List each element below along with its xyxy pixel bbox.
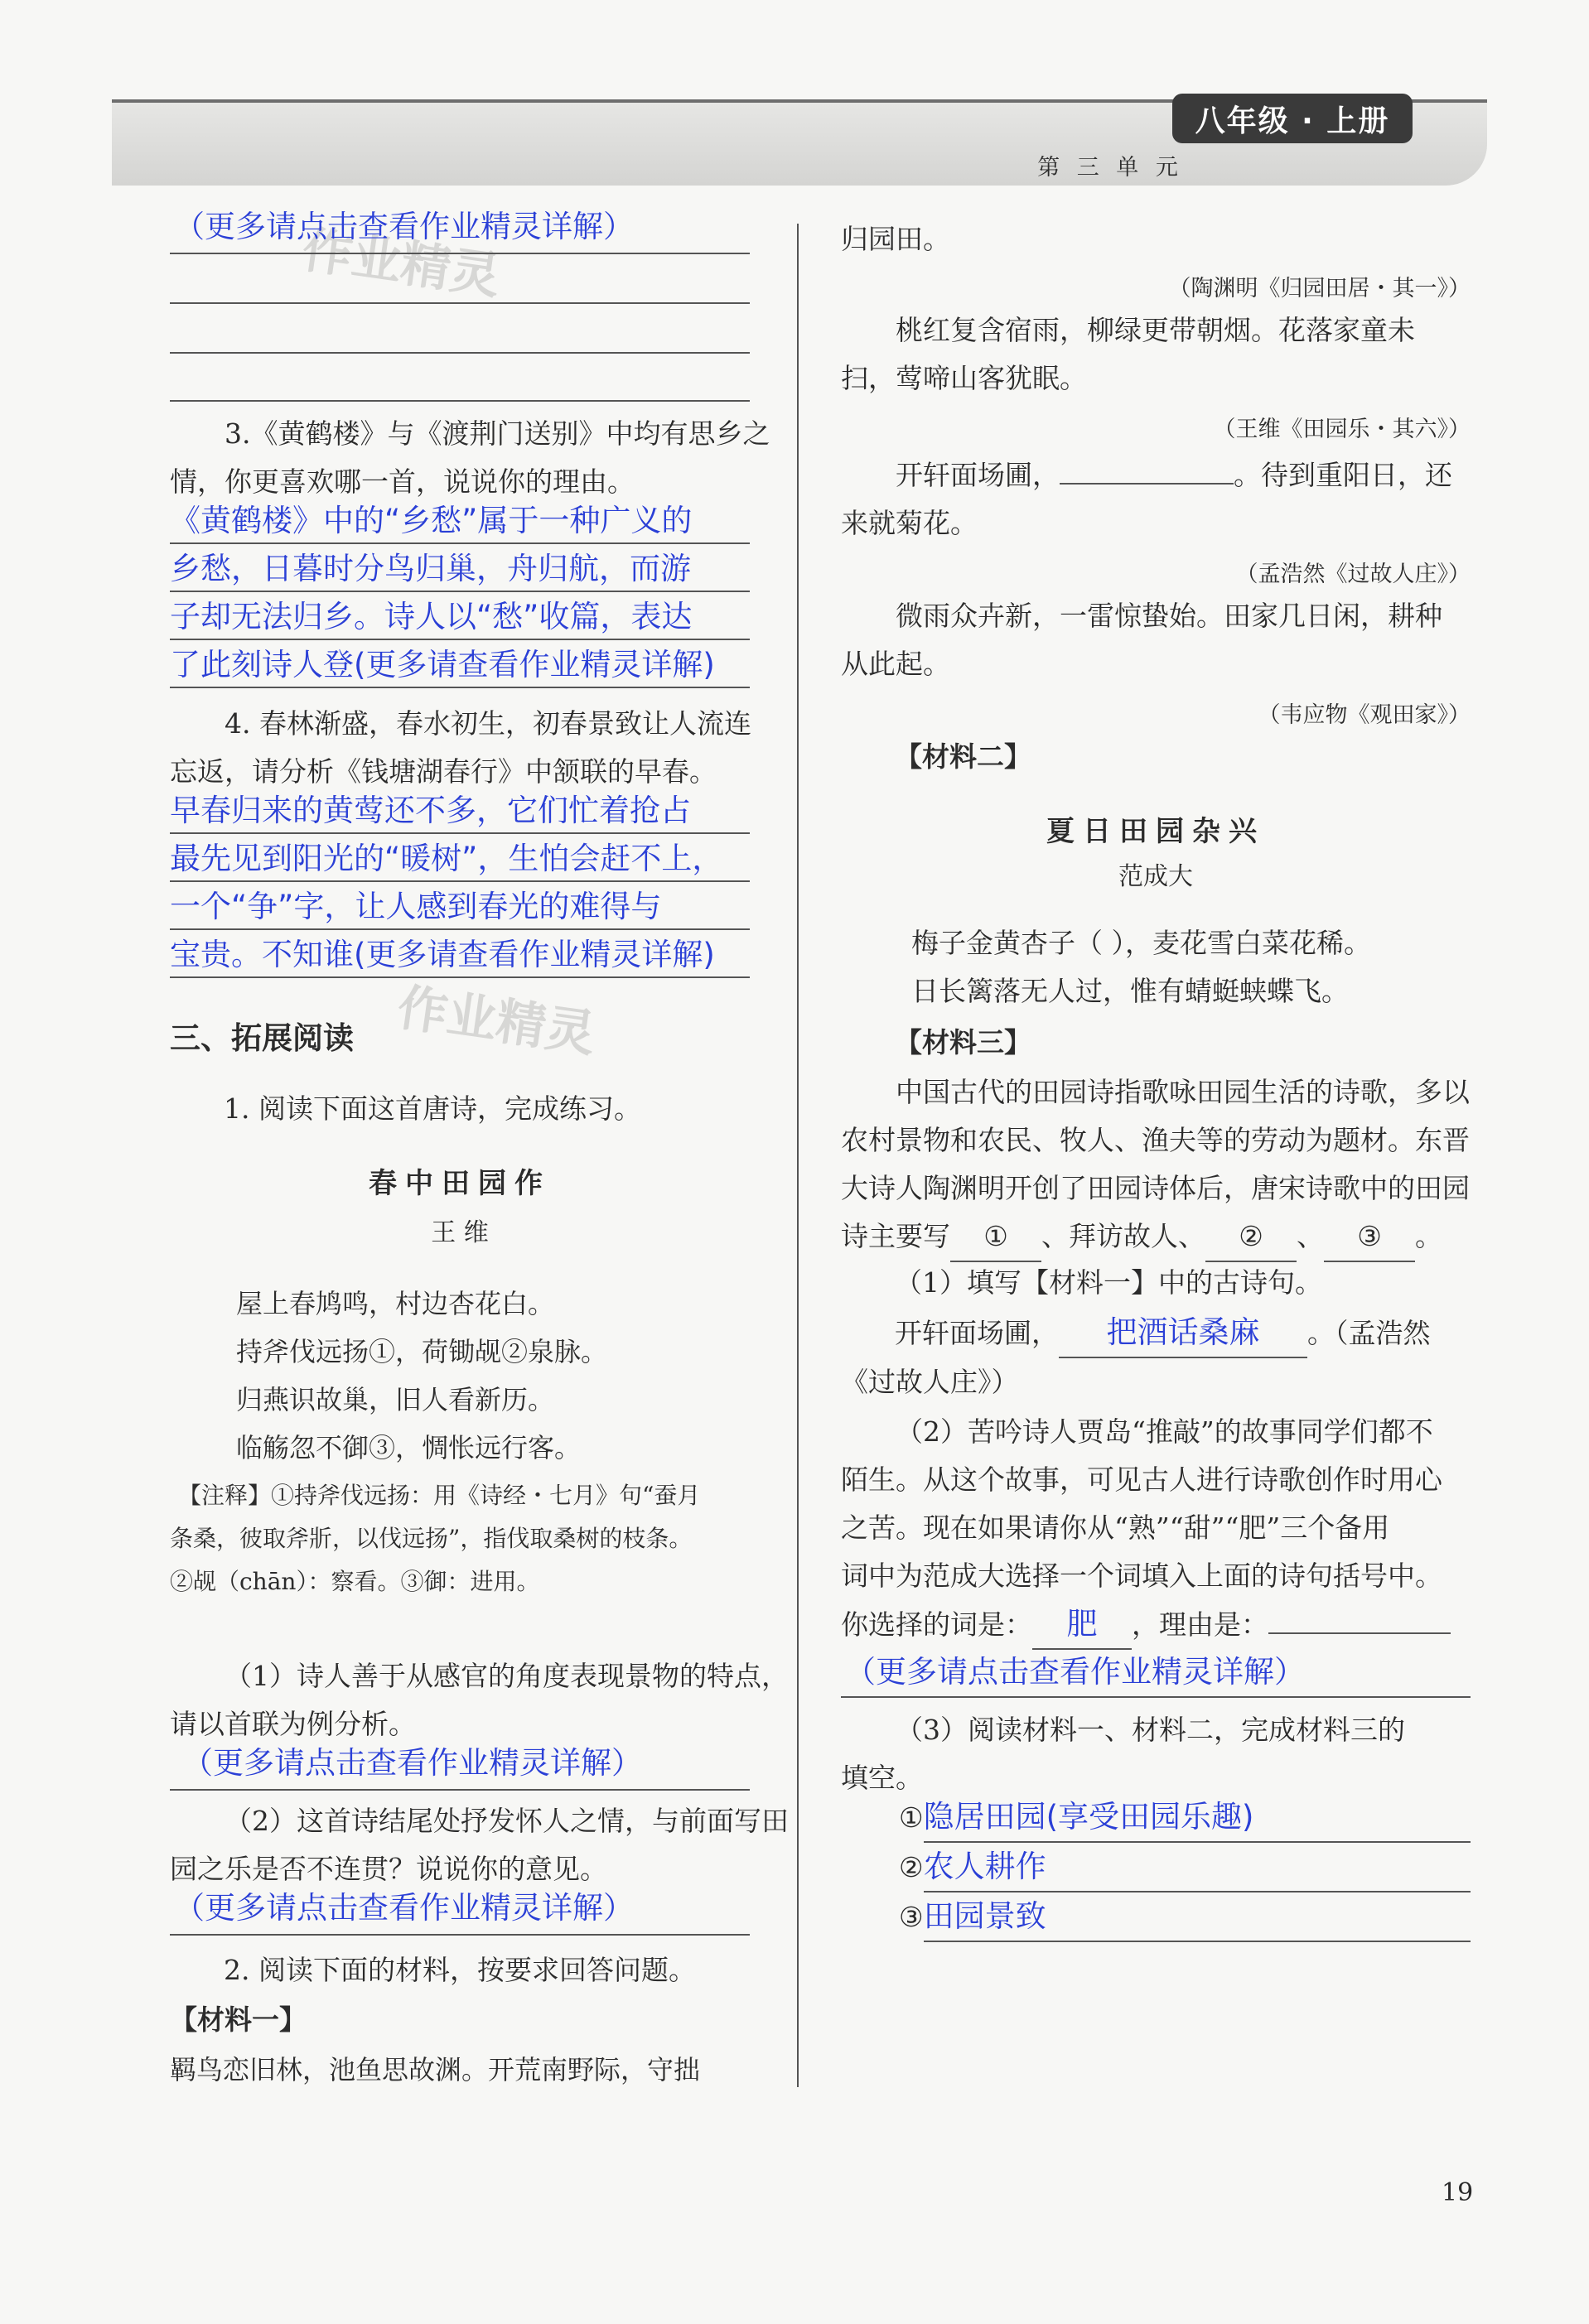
question-2-2: （2）苦吟诗人贾岛“推敲”的故事同学们都不 陌生。从这个故事，可见古人进行诗歌创作时用心 之苦。现在如果请你从“熟”“甜”“肥”三个备用 词中为范成大选择一个词填入上面的诗句括号中。 你选择的词是： 肥 ，理由是： xyxy=(841,1408,1451,1650)
material-3-label: 【材料三】 xyxy=(895,1026,1031,1058)
answer-link[interactable]: （更多请点击查看作业精灵详解） xyxy=(174,209,634,244)
material-1-line: 开轩面场圃， 。待到重阳日，还 来就菊花。 xyxy=(841,459,1452,539)
question-2-1-source: 《过故人庄》） xyxy=(841,1366,1019,1398)
material-2-label: 【材料二】 xyxy=(895,740,1031,773)
watermark: 作业精灵 xyxy=(394,978,600,1064)
question-2-3: （3）阅读材料一、材料二，完成材料三的 填空。 xyxy=(841,1714,1405,1794)
poem-author: 范成大 xyxy=(1118,862,1193,891)
question-2-1-fill: 开轩面场圃， 把酒话桑麻 。（孟浩然 xyxy=(895,1309,1431,1358)
poem-title: 夏日田园杂兴 xyxy=(1046,815,1265,848)
answer-blank-1: ①隐居田园(享受田园乐趣) xyxy=(899,1793,1471,1843)
poem-author: 王 维 xyxy=(431,1218,489,1247)
source: （陶渊明《归园田居・其一》） xyxy=(1168,276,1471,301)
material-1-line: 微雨众卉新，一雷惊蛰始。田家几日闲，耕种 从此起。 xyxy=(841,600,1442,680)
answer-link[interactable]: （更多请点击查看作业精灵详解） xyxy=(174,1890,634,1926)
answer-4: 早春归来的黄莺还不多，它们忙着抢占 最先见到阳光的“暖树”，生怕会赶不上， 一个“争”字，让人感到春光的难得与 宝贵。不知谁(更多请查看作业精灵详解) xyxy=(170,793,723,972)
question-4: 4. 春林渐盛，春水初生，初春景致让人流连 忘返，请分析《钱塘湖春行》中颔联的早春。 xyxy=(170,707,751,788)
fill-answer: 肥 xyxy=(1032,1600,1132,1650)
unit-title: 第 三 单 元 xyxy=(1037,155,1183,181)
page-number: 19 xyxy=(1442,2178,1474,2207)
poem-body: 屋上春鸠鸣，村边杏花白。 持斧伐远扬①，荷锄觇②泉脉。 归燕识故巢，旧人看新历。 临觞忽不御③，惆怅远行客。 xyxy=(236,1288,608,1463)
fill-answer: 把酒话桑麻 xyxy=(1059,1309,1307,1358)
question-1-1: （1）诗人善于从感官的角度表现景物的特点， 请以首联为例分析。 xyxy=(170,1660,789,1740)
material-1-line: 桃红复含宿雨，柳绿更带朝烟。花落家童未 扫，莺啼山客犹眠。 xyxy=(841,314,1415,394)
source: （孟浩然《过故人庄》） xyxy=(1235,562,1471,587)
answer-link[interactable]: （更多请点击查看作业精灵详解） xyxy=(182,1745,642,1781)
poem-title: 春中田园作 xyxy=(369,1167,551,1200)
grade-badge: 八年级 · 上册 xyxy=(1172,94,1413,143)
material-1-label: 【材料一】 xyxy=(170,2003,307,2036)
question-2-1: （1）填写【材料一】中的古诗句。 xyxy=(895,1266,1322,1299)
answer-link[interactable]: （更多请点击查看作业精灵详解） xyxy=(845,1654,1305,1690)
answer-3: 《黄鹤楼》中的“乡愁”属于一种广义的 乡愁，日暮时分鸟归巢，舟归航，而游 子却无法归乡。诗人以“愁”收篇，表达 了此刻诗人登(更多请查看作业精灵详解) xyxy=(170,503,715,682)
reading-1-prompt: 1. 阅读下面这首唐诗，完成练习。 xyxy=(224,1092,641,1125)
poem-note: 【注释】①持斧伐远扬：用《诗经・七月》句“蚕月 条桑，彼取斧斨，以伐远扬”，指伐取桑树的枝条。 ②觇（chān）：察看。③御：进用。 xyxy=(170,1482,701,1595)
material-3-text: 中国古代的田园诗指歌咏田园生活的诗歌，多以 农村景物和农民、牧人、渔夫等的劳动为题材。东晋 大诗人陶渊明开创了田园诗体后，唐宋诗歌中的田园 诗主要写 ① 、拜访故人、 ② 、 ③ 。 xyxy=(841,1068,1470,1262)
material-1-text: 羁鸟恋旧林，池鱼思故渊。开荒南野际，守拙 xyxy=(170,2054,701,2085)
watermark: 作业精灵 xyxy=(298,220,505,306)
source: （韦应物《观田家》） xyxy=(1258,702,1471,728)
question-3: 3.《黄鹤楼》与《渡荆门送别》中均有思乡之 情，你更喜欢哪一首，说说你的理由。 xyxy=(170,417,770,498)
source: （王维《田园乐・其六》） xyxy=(1213,417,1471,442)
poem-body: 梅子金黄杏子（ ），麦花雪白菜花稀。 日长篱落无人过，惟有蜻蜓蛱蝶飞。 xyxy=(911,927,1371,1007)
answer-blank-2: ②农人耕作 xyxy=(899,1843,1471,1892)
column-divider xyxy=(797,224,799,2087)
material-1-line: 归园田。 xyxy=(841,223,950,255)
answer-blank-3: ③田园景致 xyxy=(899,1892,1471,1942)
question-1-2: （2）这首诗结尾处抒发怀人之情，与前面写田 园之乐是否不连贯？说说你的意见。 xyxy=(170,1805,789,1885)
reading-2-prompt: 2. 阅读下面的材料，按要求回答问题。 xyxy=(224,1954,696,1986)
section-title: 三、拓展阅读 xyxy=(170,1020,354,1056)
